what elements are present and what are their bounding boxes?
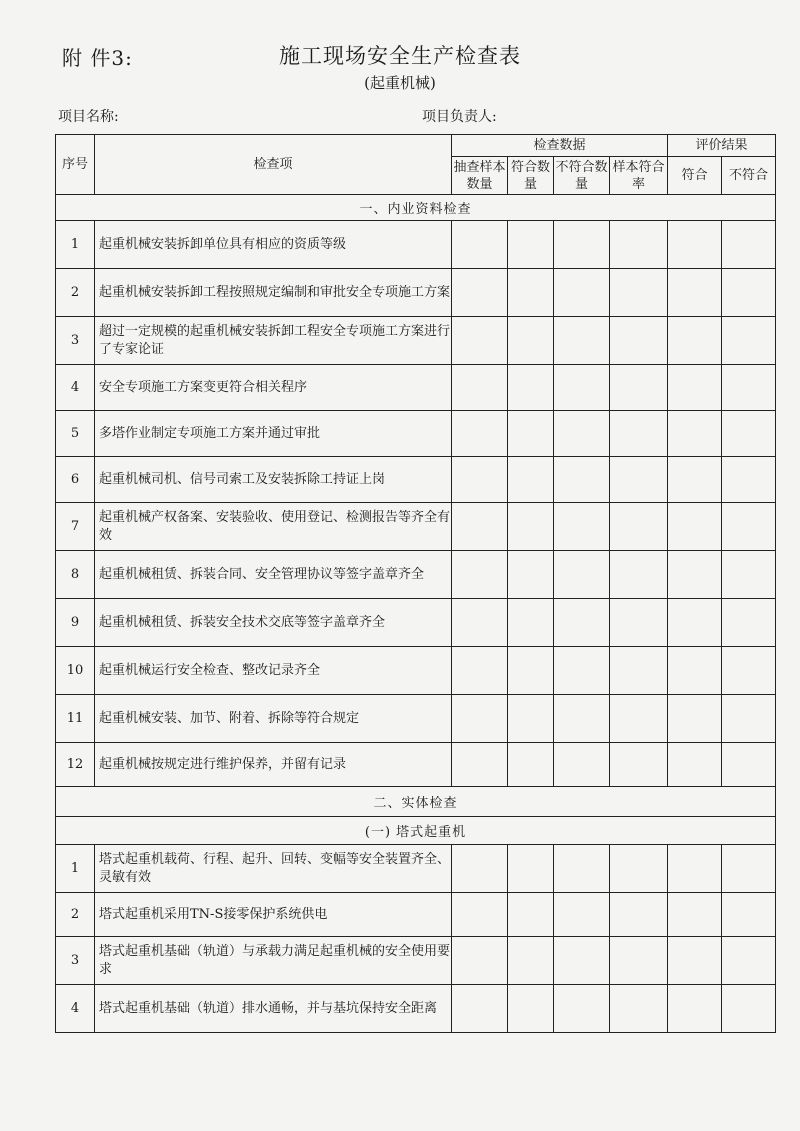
row-number: 6 <box>56 457 95 503</box>
table-row <box>56 845 776 893</box>
header-no: 序号 <box>56 135 95 195</box>
pass-cell[interactable] <box>668 411 722 457</box>
nonconform-cell[interactable] <box>554 365 610 411</box>
fail-cell[interactable] <box>722 647 776 695</box>
row-check-item: 塔式起重机基础（轨道）与承载力满足起重机械的安全使用要求 <box>95 937 452 985</box>
table-row <box>56 599 776 647</box>
header-rate: 样本符合率 <box>610 157 668 195</box>
pass-cell[interactable] <box>668 221 722 269</box>
rate-cell[interactable] <box>610 411 668 457</box>
pass-cell[interactable] <box>668 743 722 787</box>
sample-cell[interactable] <box>452 985 508 1033</box>
sample-cell[interactable] <box>452 365 508 411</box>
pass-cell[interactable] <box>668 317 722 365</box>
fail-cell[interactable] <box>722 695 776 743</box>
pass-cell[interactable] <box>668 457 722 503</box>
conform-cell[interactable] <box>508 937 554 985</box>
table-row <box>56 457 776 503</box>
nonconform-cell[interactable] <box>554 845 610 893</box>
pass-cell[interactable] <box>668 647 722 695</box>
row-check-item: 起重机械安装拆卸工程按照规定编制和审批安全专项施工方案 <box>95 269 452 317</box>
fail-cell[interactable] <box>722 599 776 647</box>
conform-cell[interactable] <box>508 317 554 365</box>
table-row <box>56 937 776 985</box>
sample-cell[interactable] <box>452 269 508 317</box>
header-result: 评价结果 <box>668 135 776 157</box>
fail-cell[interactable] <box>722 365 776 411</box>
pass-cell[interactable] <box>668 893 722 937</box>
rate-cell[interactable] <box>610 365 668 411</box>
fail-cell[interactable] <box>722 269 776 317</box>
row-number: 1 <box>56 845 95 893</box>
sample-cell[interactable] <box>452 411 508 457</box>
rate-cell[interactable] <box>610 269 668 317</box>
conform-cell[interactable] <box>508 221 554 269</box>
sample-cell[interactable] <box>452 317 508 365</box>
conform-cell[interactable] <box>508 551 554 599</box>
conform-cell[interactable] <box>508 743 554 787</box>
rate-cell[interactable] <box>610 937 668 985</box>
row-check-item: 起重机械司机、信号司索工及安装拆除工持证上岗 <box>95 457 452 503</box>
attachment-label: 附 件3: <box>62 46 133 70</box>
inspection-table <box>55 134 776 1033</box>
sample-cell[interactable] <box>452 503 508 551</box>
conform-cell[interactable] <box>508 845 554 893</box>
row-number: 2 <box>56 269 95 317</box>
page-title: 施工现场安全生产检查表 <box>279 44 521 68</box>
conform-cell[interactable] <box>508 269 554 317</box>
pass-cell[interactable] <box>668 985 722 1033</box>
row-number: 12 <box>56 743 95 787</box>
rate-cell[interactable] <box>610 985 668 1033</box>
row-check-item: 超过一定规模的起重机械安装拆卸工程安全专项施工方案进行了专家论证 <box>95 317 452 365</box>
fail-cell[interactable] <box>722 503 776 551</box>
table-row <box>56 743 776 787</box>
nonconform-cell[interactable] <box>554 551 610 599</box>
section-physical-inspection: 二、实体检查 <box>56 787 776 817</box>
table-row <box>56 695 776 743</box>
sample-cell[interactable] <box>452 647 508 695</box>
conform-cell[interactable] <box>508 365 554 411</box>
pass-cell[interactable] <box>668 695 722 743</box>
table-row <box>56 647 776 695</box>
rate-cell[interactable] <box>610 743 668 787</box>
row-number: 7 <box>56 503 95 551</box>
pass-cell[interactable] <box>668 551 722 599</box>
row-number: 10 <box>56 647 95 695</box>
row-number: 1 <box>56 221 95 269</box>
row-number: 2 <box>56 893 95 937</box>
nonconform-cell[interactable] <box>554 743 610 787</box>
header-pass: 符合 <box>668 157 722 195</box>
rate-cell[interactable] <box>610 503 668 551</box>
sample-cell[interactable] <box>452 845 508 893</box>
fail-cell[interactable] <box>722 937 776 985</box>
fail-cell[interactable] <box>722 411 776 457</box>
conform-cell[interactable] <box>508 599 554 647</box>
rate-cell[interactable] <box>610 647 668 695</box>
rate-cell[interactable] <box>610 845 668 893</box>
row-check-item: 塔式起重机载荷、行程、起升、回转、变幅等安全装置齐全、灵敏有效 <box>95 845 452 893</box>
nonconform-cell[interactable] <box>554 695 610 743</box>
row-number: 9 <box>56 599 95 647</box>
fail-cell[interactable] <box>722 743 776 787</box>
fail-cell[interactable] <box>722 893 776 937</box>
nonconform-cell[interactable] <box>554 647 610 695</box>
rate-cell[interactable] <box>610 317 668 365</box>
fail-cell[interactable] <box>722 985 776 1033</box>
sample-cell[interactable] <box>452 221 508 269</box>
header-check-data: 检查数据 <box>452 135 668 157</box>
row-check-item: 塔式起重机基础（轨道）排水通畅，并与基坑保持安全距离 <box>95 985 452 1033</box>
row-check-item: 安全专项施工方案变更符合相关程序 <box>95 365 452 411</box>
nonconform-cell[interactable] <box>554 411 610 457</box>
sample-cell[interactable] <box>452 743 508 787</box>
row-check-item: 起重机械安装拆卸单位具有相应的资质等级 <box>95 221 452 269</box>
section-tower-crane: (一) 塔式起重机 <box>56 817 776 845</box>
table-row <box>56 221 776 269</box>
pass-cell[interactable] <box>668 503 722 551</box>
conform-cell[interactable] <box>508 457 554 503</box>
sample-cell[interactable] <box>452 937 508 985</box>
fail-cell[interactable] <box>722 845 776 893</box>
row-number: 3 <box>56 937 95 985</box>
table-row <box>56 317 776 365</box>
project-manager-label: 项目负责人: <box>422 109 497 125</box>
nonconform-cell[interactable] <box>554 269 610 317</box>
row-check-item: 起重机械安装、加节、附着、拆除等符合规定 <box>95 695 452 743</box>
nonconform-cell[interactable] <box>554 937 610 985</box>
fail-cell[interactable] <box>722 221 776 269</box>
pass-cell[interactable] <box>668 269 722 317</box>
row-number: 8 <box>56 551 95 599</box>
project-name-label: 项目名称: <box>58 109 119 125</box>
pass-cell[interactable] <box>668 845 722 893</box>
header-item: 检查项 <box>95 135 452 195</box>
pass-cell[interactable] <box>668 937 722 985</box>
conform-cell[interactable] <box>508 893 554 937</box>
table-row <box>56 269 776 317</box>
sample-cell[interactable] <box>452 599 508 647</box>
row-number: 3 <box>56 317 95 365</box>
rate-cell[interactable] <box>610 221 668 269</box>
row-check-item: 多塔作业制定专项施工方案并通过审批 <box>95 411 452 457</box>
row-number: 5 <box>56 411 95 457</box>
nonconform-cell[interactable] <box>554 503 610 551</box>
row-check-item: 起重机械租赁、拆装安全技术交底等签字盖章齐全 <box>95 599 452 647</box>
sample-cell[interactable] <box>452 695 508 743</box>
row-number: 4 <box>56 365 95 411</box>
row-number: 11 <box>56 695 95 743</box>
conform-cell[interactable] <box>508 647 554 695</box>
header-nonconform: 不符合数量 <box>554 157 610 195</box>
rate-cell[interactable] <box>610 893 668 937</box>
row-check-item: 起重机械按规定进行维护保养，并留有记录 <box>95 743 452 787</box>
sample-cell[interactable] <box>452 551 508 599</box>
table-row <box>56 365 776 411</box>
pass-cell[interactable] <box>668 365 722 411</box>
rate-cell[interactable] <box>610 599 668 647</box>
table-row <box>56 893 776 937</box>
header-fail: 不符合 <box>722 157 776 195</box>
row-check-item: 起重机械产权备案、安装验收、使用登记、检测报告等齐全有效 <box>95 503 452 551</box>
conform-cell[interactable] <box>508 695 554 743</box>
conform-cell[interactable] <box>508 411 554 457</box>
rate-cell[interactable] <box>610 457 668 503</box>
row-number: 4 <box>56 985 95 1033</box>
nonconform-cell[interactable] <box>554 985 610 1033</box>
table-row <box>56 985 776 1033</box>
header-conform: 符合数量 <box>508 157 554 195</box>
row-check-item: 起重机械租赁、拆装合同、安全管理协议等签字盖章齐全 <box>95 551 452 599</box>
header-sample: 抽查样本数量 <box>452 157 508 195</box>
fail-cell[interactable] <box>722 551 776 599</box>
conform-cell[interactable] <box>508 503 554 551</box>
sample-cell[interactable] <box>452 457 508 503</box>
fail-cell[interactable] <box>722 457 776 503</box>
sample-cell[interactable] <box>452 893 508 937</box>
nonconform-cell[interactable] <box>554 457 610 503</box>
nonconform-cell[interactable] <box>554 599 610 647</box>
nonconform-cell[interactable] <box>554 893 610 937</box>
table-row <box>56 411 776 457</box>
table-row <box>56 503 776 551</box>
section-internal-docs: 一、内业资料检查 <box>56 195 776 221</box>
fail-cell[interactable] <box>722 317 776 365</box>
table-row <box>56 551 776 599</box>
nonconform-cell[interactable] <box>554 221 610 269</box>
page-subtitle: (起重机械) <box>364 74 436 92</box>
conform-cell[interactable] <box>508 985 554 1033</box>
rate-cell[interactable] <box>610 551 668 599</box>
row-check-item: 起重机械运行安全检查、整改记录齐全 <box>95 647 452 695</box>
rate-cell[interactable] <box>610 695 668 743</box>
nonconform-cell[interactable] <box>554 317 610 365</box>
pass-cell[interactable] <box>668 599 722 647</box>
row-check-item: 塔式起重机采用TN-S接零保护系统供电 <box>95 893 452 937</box>
